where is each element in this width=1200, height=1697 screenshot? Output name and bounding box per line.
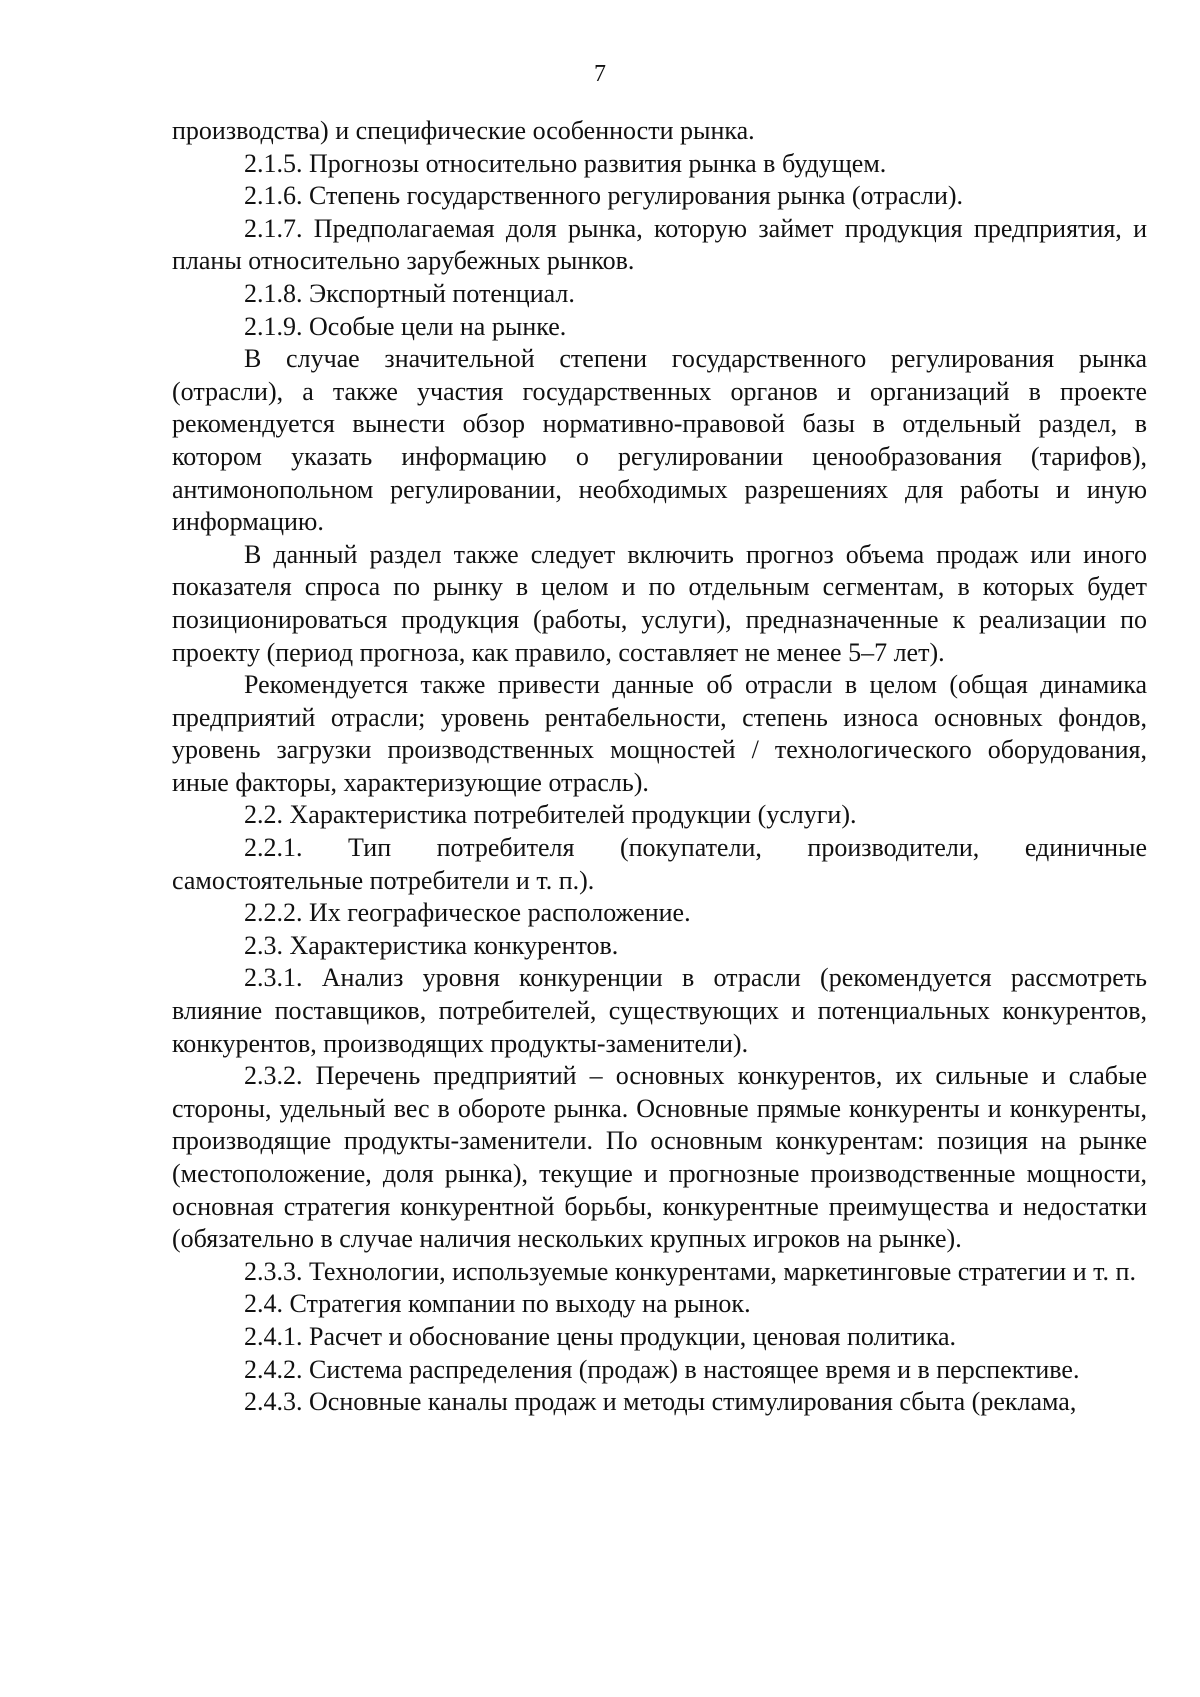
page-number: 7: [594, 61, 606, 87]
paragraph-2-1-6: 2.1.6. Степень государственного регулирования рынка (отрасли).: [244, 181, 964, 211]
paragraph-2-4-2: 2.4.2. Система распределения (продаж) в настоящее время и в перспективе.: [244, 1354, 1080, 1384]
paragraph-2-2: 2.2. Характеристика потребителей продукции (услуги).: [244, 800, 857, 830]
paragraph-2-3-3: 2.3.3. Технологии, используемые конкурентами, маркетинговые стратегии и т. п.: [244, 1256, 1136, 1286]
paragraph-2-1-8: 2.1.8. Экспортный потенциал.: [244, 278, 575, 308]
paragraph-2-1-7: 2.1.7. Предполагаемая доля рынка, которую займет продукция предприятия, и планы относительно зарубежных рынков.: [172, 213, 1147, 276]
paragraph-2-4: 2.4. Стратегия компании по выходу на рынок.: [244, 1289, 751, 1319]
paragraph-2-1-9: 2.1.9. Особые цели на рынке.: [244, 311, 567, 341]
paragraph-2-3-2: 2.3.2. Перечень предприятий – основных конкурентов, их сильные и слабые стороны, удельный вес в обороте рынка. Основные прямые конкуренты и конкуренты, производящие продукты-заменители. По основным конкурентам: позиция на рынке (местоположение, доля рынка), текущие и прогнозные производственные мощности, основная стратегия конкурентной борьбы, конкурентные преимущества и недостатки (обязательно в случае наличия нескольких крупных игроков на рынке).: [172, 1061, 1147, 1254]
paragraph-2-1-5: 2.1.5. Прогнозы относительно развития рынка в будущем.: [244, 148, 887, 178]
paragraph-2-4-1: 2.4.1. Расчет и обоснование цены продукции, ценовая политика.: [244, 1321, 957, 1351]
paragraph-continuation: производства) и специфические особенности рынка.: [172, 116, 755, 145]
document-body: [172, 115, 1147, 1419]
paragraph-2-2-2: 2.2.2. Их географическое расположение.: [244, 898, 691, 928]
paragraph-2-4-3: 2.4.3. Основные каналы продаж и методы стимулирования сбыта (реклама,: [244, 1387, 1077, 1417]
paragraph-2-3: 2.3. Характеристика конкурентов.: [244, 930, 619, 960]
paragraph-industry-data: Рекомендуется также привести данные об отрасли в целом (общая динамика предприятий отрасли; уровень рентабельности, степень износа основных фондов, уровень загрузки производственных мощностей / технологического оборудования, иные факторы, характеризующие отрасль).: [172, 670, 1147, 797]
paragraph-2-3-1: 2.3.1. Анализ уровня конкуренции в отрасли (рекомендуется рассмотреть влияние поставщиков, потребителей, существующих и потенциальных конкурентов, конкурентов, производящих продукты-заменители).: [172, 963, 1147, 1058]
paragraph-regulation: В случае значительной степени государственного регулирования рынка (отрасли), а также участия государственных органов и организаций в проекте рекомендуется вынести обзор нормативно-правовой базы в отдельный раздел, в котором указать информацию о регулировании ценообразования (тарифов), антимонопольном регулировании, необходимых разрешениях для работы и иную информацию.: [172, 344, 1147, 537]
paragraph-2-2-1: 2.2.1. Тип потребителя (покупатели, производители, единичные самостоятельные потребители и т. п.).: [172, 833, 1147, 895]
paragraph-sales-forecast: В данный раздел также следует включить прогноз объема продаж или иного показателя спроса по рынку в целом и по отдельным сегментам, в которых будет позиционироваться продукция (работы, услуги), предназначенные к реализации по проекту (период прогноза, как правило, составляет не менее 5–7 лет).: [172, 539, 1147, 667]
